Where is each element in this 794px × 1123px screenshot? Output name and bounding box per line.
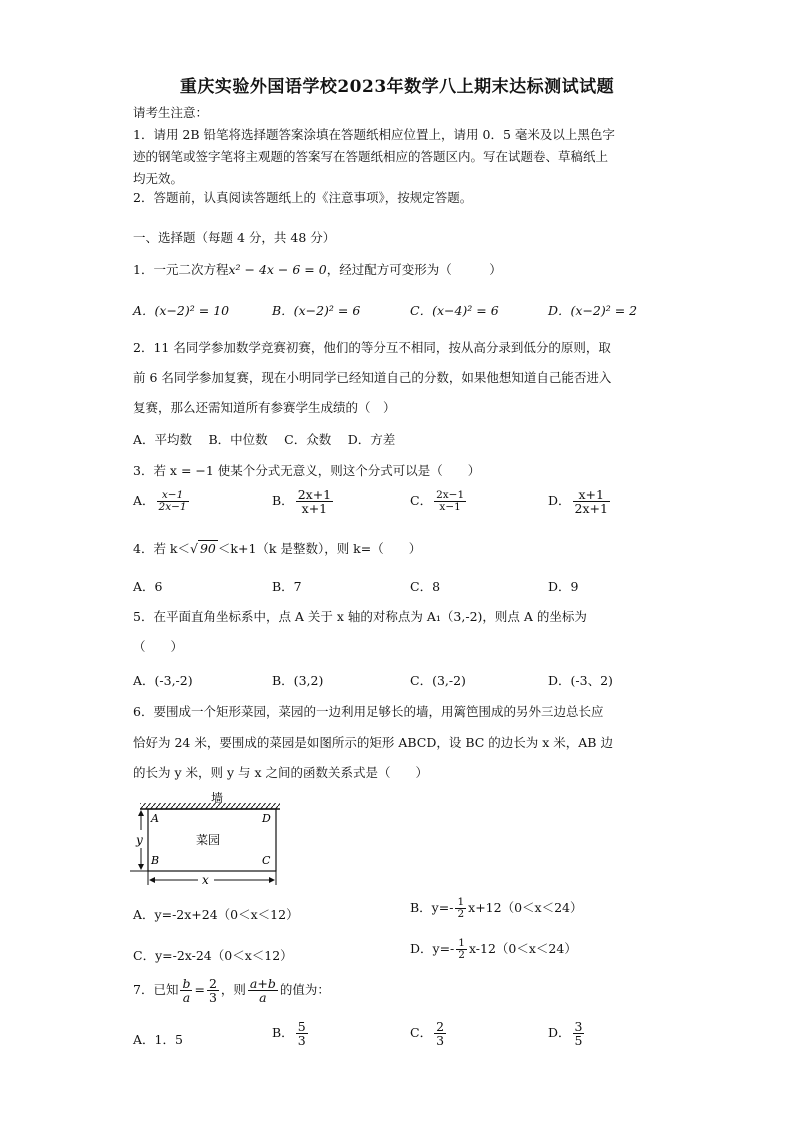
q3-a-numerator: x−1: [157, 490, 189, 502]
q6-option-c: C．y=-2x-24（0＜x＜12）: [133, 948, 293, 963]
q6-option-a: A．y=-2x+24（0＜x＜12）: [133, 907, 299, 922]
q3-c-denominator: x−1: [439, 501, 461, 514]
q3-d-numerator: x+1: [573, 488, 610, 502]
q4-option-c: C．8: [410, 579, 441, 594]
q6-line-3: 的长为 y 米，则 y 与 x 之间的函数关系式是（ ）: [133, 765, 429, 780]
q7-option-d: [548, 1020, 586, 1047]
q3-option-a: [133, 490, 191, 513]
q7-f1-denominator: a: [182, 990, 191, 1006]
q6-d-fraction: [456, 938, 467, 961]
q6-line-1: 6．要围成一个矩形菜园，菜园的一边利用足够长的墙，用篱笆围成的另外三边总长应: [133, 704, 604, 719]
vertex-c: C: [262, 854, 271, 867]
q7-b-numerator: 5: [297, 1019, 306, 1034]
section-heading: 一、选择题（每题 4 分，共 48 分）: [133, 230, 336, 245]
q6-b-suffix: x+12（0＜x＜24）: [468, 900, 583, 916]
q4-option-b: B．7: [272, 579, 302, 594]
q6-line-2: 恰好为 24 米，要围成的菜园是如图所示的矩形 ABCD，设 BC 的边长为 x 米，AB 边: [133, 735, 613, 750]
question-1-stem: [133, 260, 502, 280]
q7-option-c: [410, 1020, 448, 1047]
q7-d-denominator: 5: [574, 1033, 583, 1049]
q2-line-3: 复赛，那么还需知道所有参赛学生成绩的（ ）: [133, 400, 396, 415]
q4-stem: 4．若 k＜√ 90 ＜k+1（k 是整数），则 k=（ ）: [133, 541, 422, 556]
x-label: x: [202, 873, 209, 887]
q7-c-numerator: 2: [436, 1019, 445, 1034]
q5-option-d: D．(-3、2): [548, 673, 613, 688]
q6-b-prefix: B．y=-: [410, 900, 454, 916]
q6-option-b: [410, 897, 582, 920]
q7-d-numerator: 3: [574, 1019, 583, 1034]
q7-b-label: B．: [272, 1025, 294, 1041]
q7-b-fraction: [296, 1020, 308, 1047]
q2-line-2: 前 6 名同学参加复赛，现在小明同学已经知道自己的分数，如果他想知道自己能否进入: [133, 370, 612, 385]
notice-line-1: 1．请用 2B 铅笔将选择题答案涂填在答题纸相应位置上，请用 0．5 毫米及以上黑色字: [133, 127, 615, 142]
q3-a-fraction: [157, 490, 189, 513]
q7-f3-numerator: a+b: [249, 976, 276, 991]
q1-suffix: ，经过配方可变形为（ ）: [326, 262, 502, 277]
vertex-a: A: [151, 812, 159, 825]
y-label: y: [136, 833, 143, 847]
q3-option-d: [548, 488, 612, 515]
q5-line-1: 5．在平面直角坐标系中，点 A 关于 x 轴的对称点为 A₁（3,-2)，则点 A 的坐标为: [133, 609, 587, 624]
q7-f1-numerator: b: [182, 976, 191, 991]
q7-c-fraction: [434, 1020, 446, 1047]
wall-label: 墙: [211, 791, 224, 805]
notice-line-2: 迹的钢笔或签字笔将主观题的答案写在答题纸相应的答题区内。写在试题卷、草稿纸上: [133, 149, 609, 164]
q7-d-fraction: [573, 1020, 585, 1047]
q7-equals: =: [194, 982, 205, 998]
garden-label: 菜园: [196, 833, 221, 847]
q4-radicand: 90: [199, 541, 216, 556]
q7-d-label: D．: [548, 1025, 571, 1041]
q7-stem: [133, 977, 330, 1004]
q4-option-a: A．6: [133, 579, 163, 594]
q7-option-b: [272, 1020, 310, 1047]
q1-option-d: D．(x−2)² = 2: [548, 303, 638, 318]
q3-b-fraction: [296, 488, 333, 515]
notice-line-3: 均无效。: [133, 171, 184, 186]
q7-suffix: 的值为：: [279, 982, 330, 998]
q7-f2-numerator: 2: [208, 976, 217, 991]
q7-fraction-two-thirds: [207, 977, 219, 1004]
q6-b-fraction: [455, 897, 466, 920]
notice-heading: 请考生注意：: [133, 105, 209, 120]
q6-d-numerator: 1: [458, 937, 465, 949]
q6-d-suffix: x-12（0＜x＜24）: [468, 941, 577, 957]
wall-hatching: [140, 803, 280, 809]
q4-suffix: ＜k+1（k 是整数），则 k=（ ）: [217, 541, 422, 556]
q1-option-a: A．(x−2)² = 10: [133, 303, 230, 318]
q7-prefix: 7．已知: [133, 982, 179, 998]
q3-d-label: D．: [548, 493, 571, 509]
q6-b-numerator: 1: [457, 896, 465, 908]
q1-option-b: B．(x−2)² = 6: [272, 303, 361, 318]
q3-c-label: C．: [410, 493, 433, 509]
q3-c-numerator: 2x−1: [436, 489, 465, 501]
q3-option-c: [410, 490, 468, 513]
q6-b-denominator: 2: [457, 908, 465, 921]
vertex-d: D: [262, 812, 271, 825]
q3-stem: 3．若 x = −1 使某个分式无意义，则这个分式可以是（ ）: [133, 463, 481, 478]
q2-options: A．平均数 B．中位数 C．众数 D．方差: [133, 432, 396, 447]
q7-f2-denominator: 3: [208, 990, 217, 1006]
q5-option-c: C．(3,-2): [410, 673, 466, 688]
q4-prefix: 4．若 k＜: [133, 541, 191, 556]
q3-b-label: B．: [272, 493, 294, 509]
q7-fraction-target: [248, 977, 278, 1004]
garden-figure: [128, 788, 288, 893]
q3-b-denominator: x+1: [301, 501, 328, 517]
q1-prefix: 1．一元二次方程: [133, 262, 229, 277]
q2-line-1: 2．11 名同学参加数学竞赛初赛，他们的等分互不相同，按从高分录到低分的原则，取: [133, 340, 611, 355]
q3-d-fraction: [573, 488, 610, 515]
q7-b-denominator: 3: [297, 1033, 306, 1049]
q5-option-a: A．(-3,-2): [133, 673, 193, 688]
q7-option-a: A．1．5: [133, 1032, 183, 1047]
q5-option-b: B．(3,2): [272, 673, 324, 688]
q3-b-numerator: 2x+1: [297, 487, 332, 502]
q7-fraction-b-over-a: [180, 977, 192, 1004]
q3-option-b: [272, 488, 335, 515]
q6-d-prefix: D．y=-: [410, 941, 455, 957]
q7-f3-denominator: a: [259, 990, 267, 1006]
q3-a-denominator: 2x−1: [158, 501, 187, 514]
q7-c-label: C．: [410, 1025, 433, 1041]
q1-equation: x² − 4x − 6 = 0: [228, 262, 327, 277]
q3-c-fraction: [434, 490, 466, 513]
q7-middle: ，则: [220, 982, 246, 998]
notice-line-4: 2．答题前，认真阅读答题纸上的《注意事项》，按规定答题。: [133, 190, 473, 205]
q6-option-d: [410, 938, 577, 961]
q7-c-denominator: 3: [436, 1033, 445, 1049]
q3-a-label: A．: [133, 493, 155, 509]
vertex-b: B: [151, 854, 160, 867]
q6-d-denominator: 2: [458, 949, 465, 962]
q1-option-c: C．(x−4)² = 6: [410, 303, 499, 318]
page-title: 重庆实验外国语学校2023年数学八上期末达标测试试题: [179, 77, 615, 97]
q5-line-2: （ ）: [133, 639, 184, 654]
q3-d-denominator: 2x+1: [574, 501, 608, 517]
q4-option-d: D．9: [548, 579, 579, 594]
